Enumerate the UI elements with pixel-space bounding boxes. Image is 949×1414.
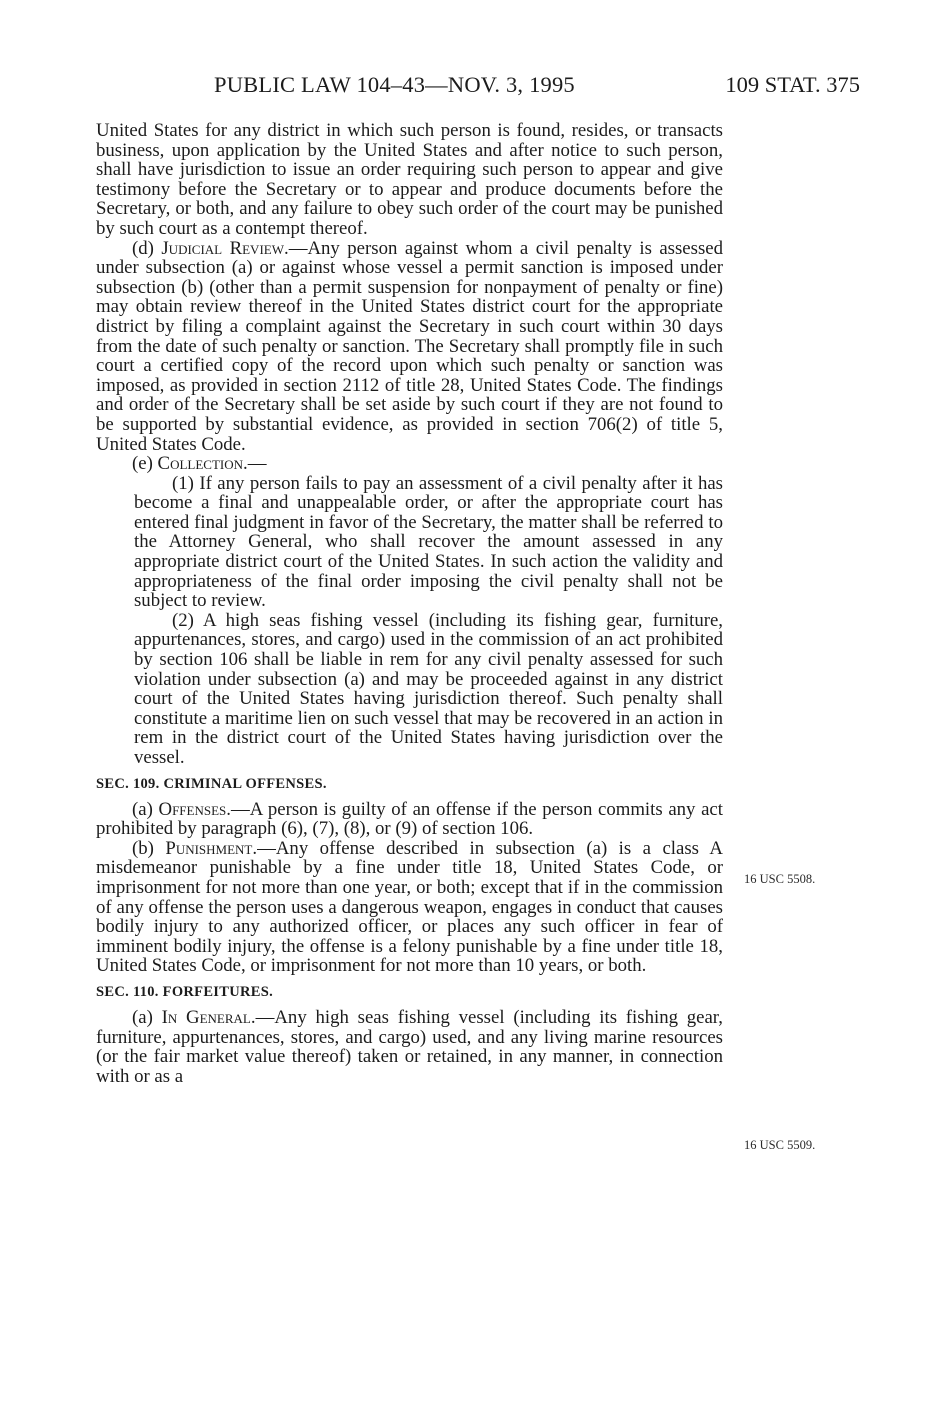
paragraph-e1: (1) If any person fails to pay an assessment of a civil penalty after it has become a final and unappealable order, or after the appropriate court has entered final judgment in favor of the Secretary, the matter shall be referred to the Attorney General, who shall recover the amount assessed in any appropriate district court of the United States. In such action the validity and appropriateness of the final order imposing the civil penalty shall not be subject to review.: [134, 472, 723, 612]
section-109-a-label: (a): [132, 798, 159, 820]
section-110-a-label: (a): [132, 1006, 162, 1028]
subsection-e: [96, 454, 723, 474]
document-body: [96, 121, 723, 1086]
margin-citation-sec109: 16 USC 5508.: [744, 872, 816, 886]
section-110-a-heading: In General.: [161, 1006, 256, 1028]
subsection-d: [96, 239, 723, 455]
statute-page-number: 109 STAT. 375: [725, 72, 860, 97]
section-109-heading: SEC. 109. CRIMINAL OFFENSES.: [96, 775, 327, 792]
section-109-b-label: (b): [132, 837, 166, 859]
section-110-heading: SEC. 110. FORFEITURES.: [96, 983, 274, 1000]
section-109-a-heading: Offenses.: [158, 798, 231, 820]
subsection-d-label: (d): [132, 237, 162, 259]
section-109-a-text: —A person is guilty of an offense if the person commits any act prohibited by paragraph (6), (7), (8), or (9) of section 106.: [96, 798, 723, 840]
subsection-e-dash: —: [247, 453, 267, 475]
continued-paragraph: United States for any district in which such person is found, resides, or transacts business, upon application by the United States and after notice to such person, shall have jurisdiction to issue an order requiring such person to appear and give testimony before the Secretary or to appear and produce documents before the Secretary, or both, and any failure to obey such order of the court may be punished by such court as a contempt thereof.: [96, 120, 723, 239]
section-109-b-heading: Punishment.: [165, 837, 258, 859]
subsection-d-heading: Judicial Review.: [161, 237, 289, 259]
margin-citation-sec110: 16 USC 5509.: [744, 1138, 816, 1152]
section-109-a: [96, 800, 723, 839]
page-header: [96, 70, 866, 104]
subsection-d-text: —Any person against whom a civil penalty is assessed under subsection (a) or against whose vessel a permit sanction is imposed under subsection (b) (other than a permit suspension for nonpayment of penalty or fine) may obtain review thereof in the United States district court for the appropriate district by filing a complaint against the Secretary in such court within 30 days from the date of such penalty or sanction. The Secretary shall promptly file in such court a certified copy of the record upon which such penalty or sanction was imposed, as provided in section 2112 of title 28, United States Code. The findings and order of the Secretary shall be set aside by such court if they are not found to be supported by substantial evidence, as provided in section 706(2) of title 5, United States Code.: [96, 237, 723, 455]
section-110-a: [96, 1008, 723, 1086]
paragraph-e2: (2) A high seas fishing vessel (including its fishing gear, furniture, appurtenances, stores, and cargo) used in the commission of an act prohibited by section 106 shall be liable in rem for any civil penalty assessed for such violation under subsection (a) and may be proceeded against in any district court of the United States having jurisdiction thereof. Such penalty shall constitute a maritime lien on such vessel that may be recovered in an action in rem in the district court of the United States having jurisdiction over the vessel.: [134, 609, 723, 768]
section-109-b-text: —Any offense described in subsection (a) is a class A misdemeanor punishable by a fine under title 18, United States Code, or imprisonment for not more than one year, or both; except that if in the commission of any offense the person uses a dangerous weapon, engages in conduct that causes bodily injury to any authorized officer, or places any such officer in fear of imminent bodily injury, the offense is a felony punishable by a fine under title 18, United States Code, or imprisonment for not more than 10 years, or both.: [96, 837, 723, 977]
section-110-a-text: —Any high seas fishing vessel (including its fishing gear, furniture, appurtenances, stores, and cargo) used, and any living marine resources (or the fair market value thereof) taken or retained, in any manner, in connection with or as a: [96, 1006, 724, 1087]
section-109-b: [96, 839, 723, 976]
running-head: PUBLIC LAW 104–43—NOV. 3, 1995: [214, 72, 575, 97]
subsection-e-heading: Collection.: [157, 453, 248, 475]
subsection-e-label: (e): [132, 453, 158, 475]
